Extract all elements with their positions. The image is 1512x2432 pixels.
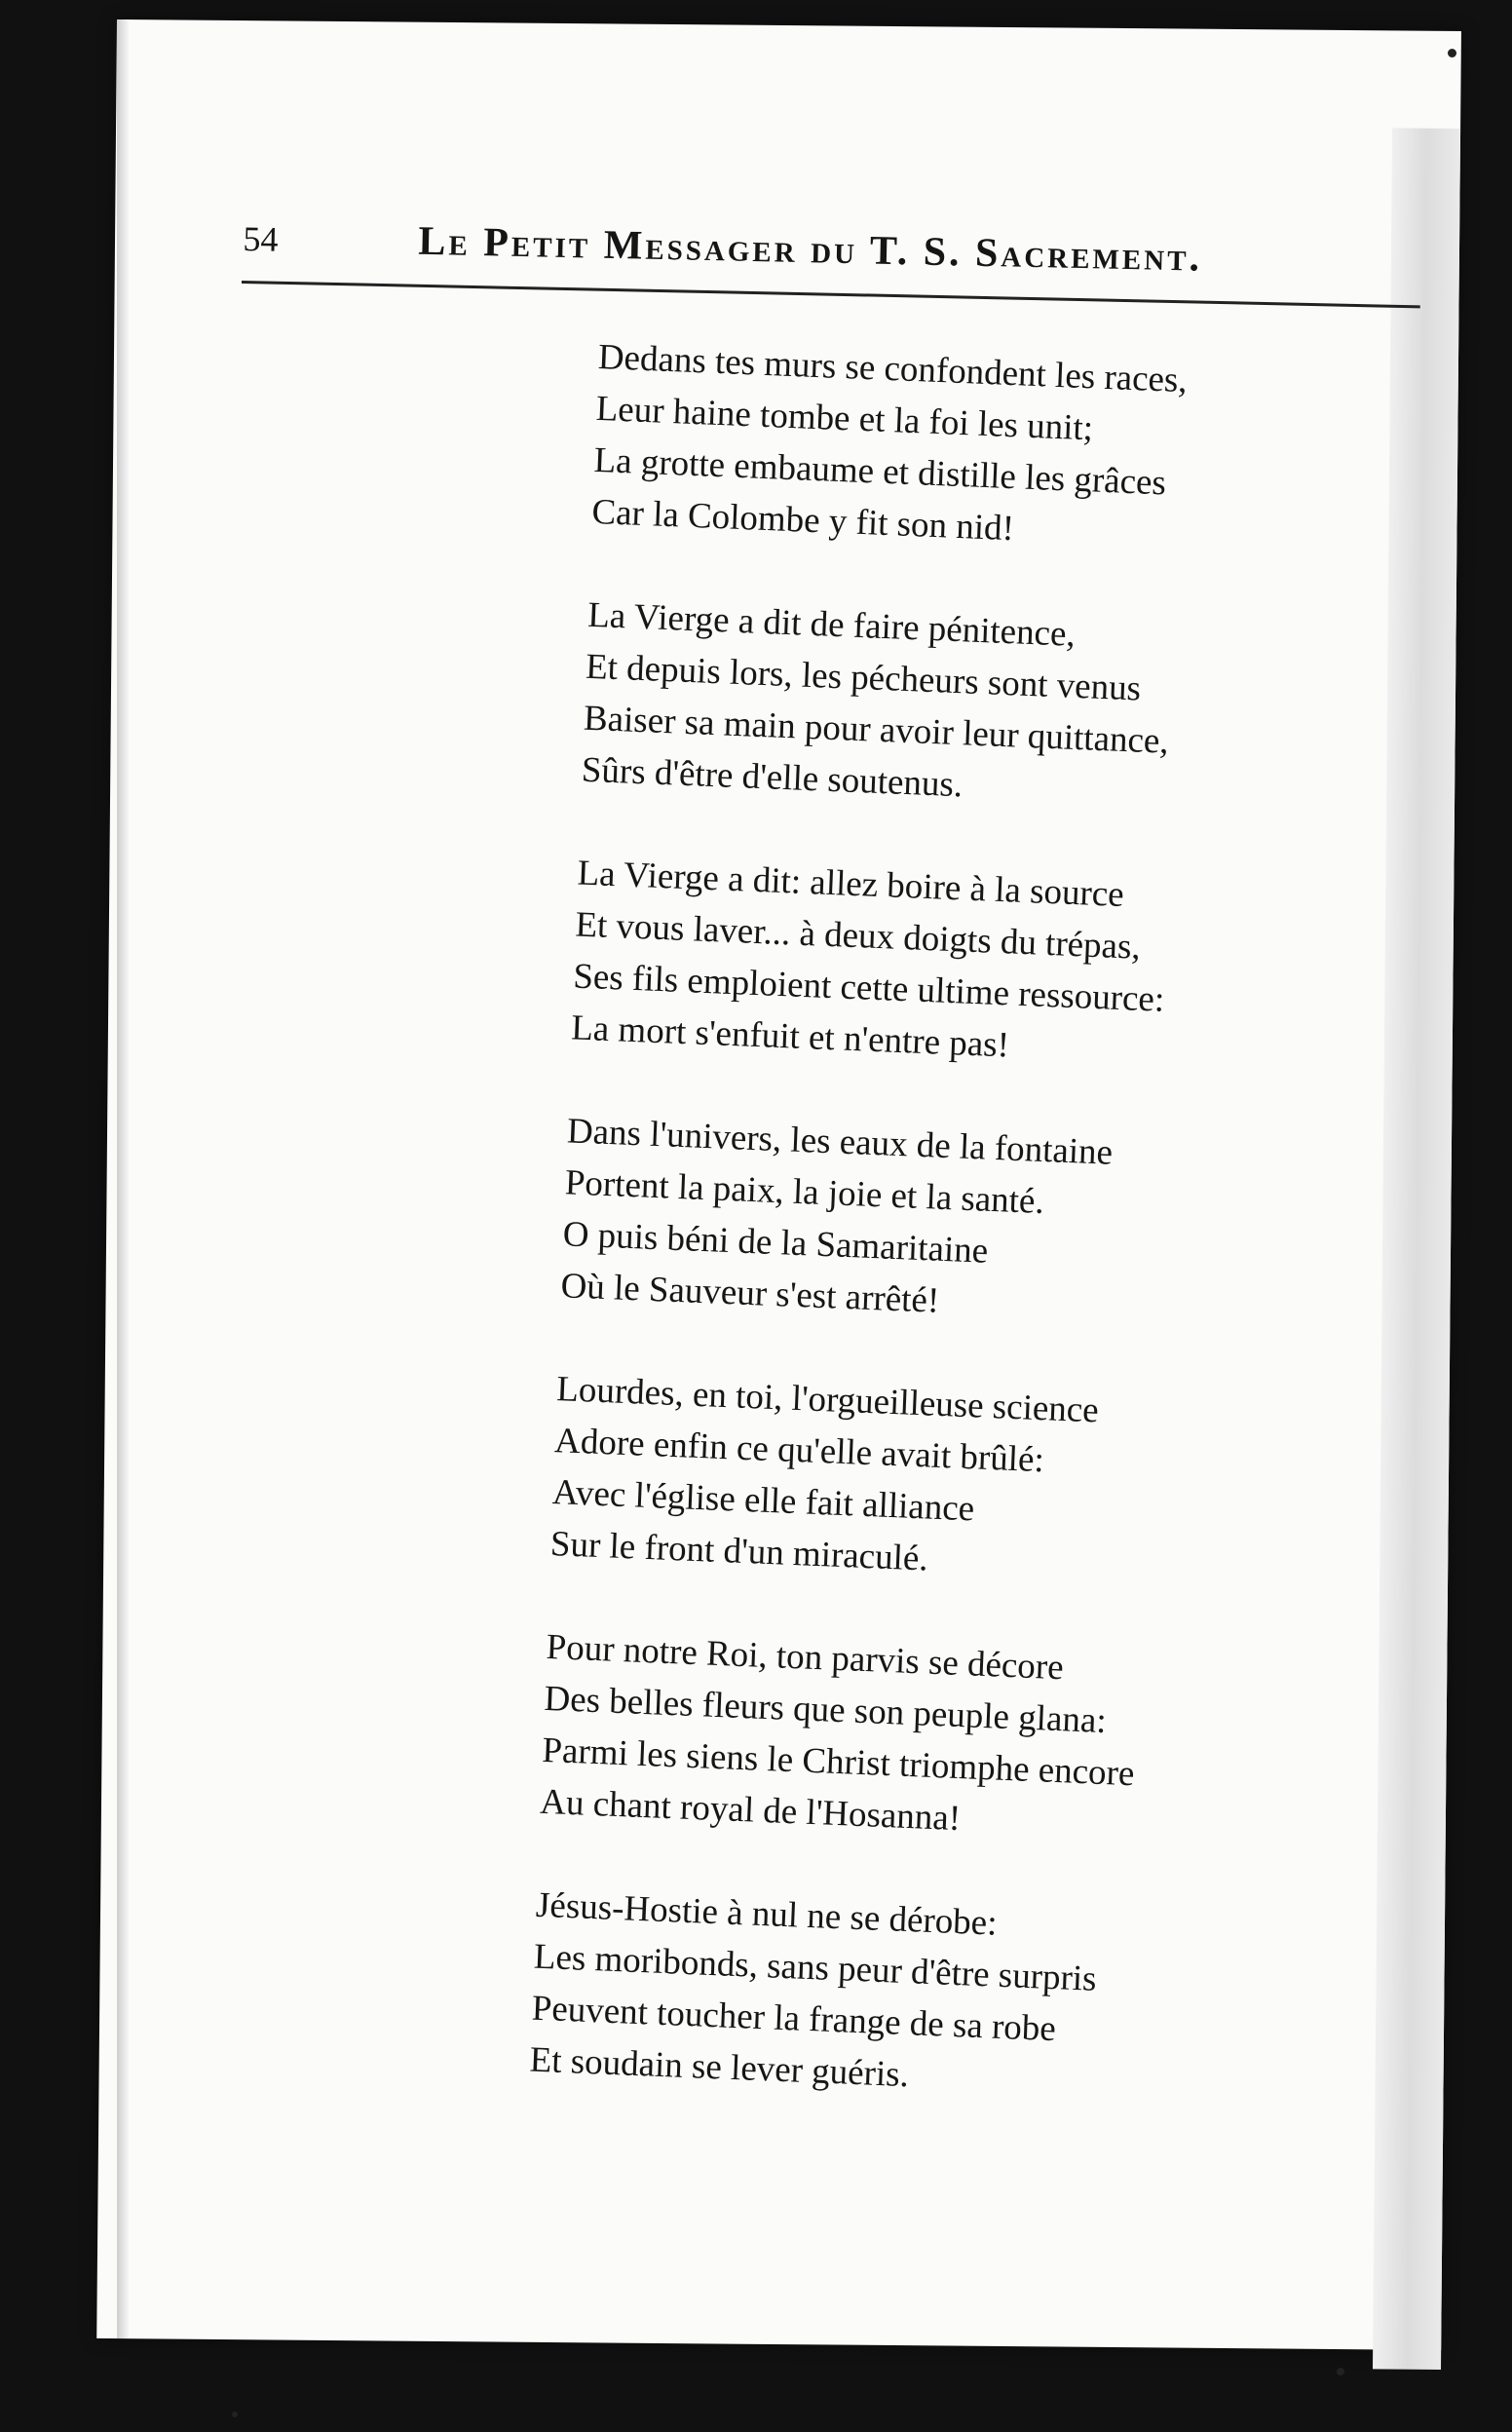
poem-line: Pour notre Roi, ton parvis se décore — [545, 1626, 1065, 1689]
poem-line: La mort s'enfuit et n'entre pas! — [570, 1007, 1010, 1066]
poem-line: Ses fils emploient cette ultime ressource: — [572, 956, 1165, 1020]
poem-line: O puis béni de la Samaritaine — [561, 1214, 989, 1272]
poem-line: Et depuis lors, les pécheurs sont venus — [585, 646, 1142, 709]
poem-line: Baiser sa main pour avoir leur quittance, — [583, 698, 1170, 762]
poem-line: Sûrs d'être d'elle soutenus. — [581, 749, 964, 806]
poem-line: Avec l'église elle fait alliance — [551, 1472, 975, 1530]
poem-line: Et soudain se lever guéris. — [528, 2039, 910, 2096]
scan-speck — [1337, 2368, 1344, 2375]
poem-line: Peuvent toucher la frange de sa robe — [531, 1988, 1057, 2050]
running-title: Le Petit Messager du T. S. Sacrement. — [417, 218, 1203, 281]
poem-line: Car la Colombe y fit son nid! — [590, 491, 1015, 550]
poem-line: Dans l'univers, les eaux de la fontaine — [566, 1111, 1114, 1173]
page-edge-shadow — [1373, 128, 1460, 2370]
poem-stanza — [560, 1105, 1160, 1335]
poem-line: La Vierge a dit: allez boire à la source — [576, 853, 1125, 916]
scan-speck — [232, 2412, 238, 2417]
poem-line: Les moribonds, sans peur d'être surpris — [533, 1936, 1098, 1999]
poem-line: Jésus-Hostie à nul ne se dérobe: — [535, 1884, 999, 1944]
scan-speck — [1448, 49, 1456, 57]
page-left-edge — [117, 19, 129, 2338]
poem-line: La grotte embaume et distille les grâces — [592, 439, 1167, 504]
poem-stanza — [570, 848, 1170, 1078]
poem-stanza — [529, 1880, 1129, 2109]
poem-line: La Vierge a dit de faire pénitence, — [586, 594, 1077, 655]
poem — [527, 331, 1191, 2161]
poem-line: Dedans tes murs se confondent les races, — [597, 336, 1189, 401]
page-number: 54 — [243, 218, 279, 259]
poem-line: Portent la paix, la joie et la santé. — [564, 1162, 1045, 1223]
poem-line: Où le Sauveur s'est arrêté! — [559, 1266, 941, 1321]
poem-line: Lourdes, en toi, l'orgueilleuse science — [555, 1369, 1100, 1431]
poem-line: Leur haine tombe et la foi les unit; — [594, 388, 1094, 449]
poem-line: Parmi les siens le Christ triomphe encore — [541, 1729, 1136, 1795]
poem-stanza — [581, 589, 1181, 819]
poem-stanza — [549, 1363, 1150, 1593]
poem-line: Au chant royal de l'Hosanna! — [539, 1781, 962, 1840]
poem-line: Sur le front d'un miraculé. — [549, 1524, 929, 1579]
poem-line: Et vous laver... à deux doigts du trépas, — [574, 904, 1142, 968]
poem-stanza — [590, 331, 1191, 561]
poem-stanza — [539, 1621, 1139, 1851]
poem-line: Des belles fleurs que son peuple glana: — [543, 1678, 1108, 1742]
poem-line: Adore enfin ce qu'elle avait brûlé: — [553, 1421, 1045, 1481]
